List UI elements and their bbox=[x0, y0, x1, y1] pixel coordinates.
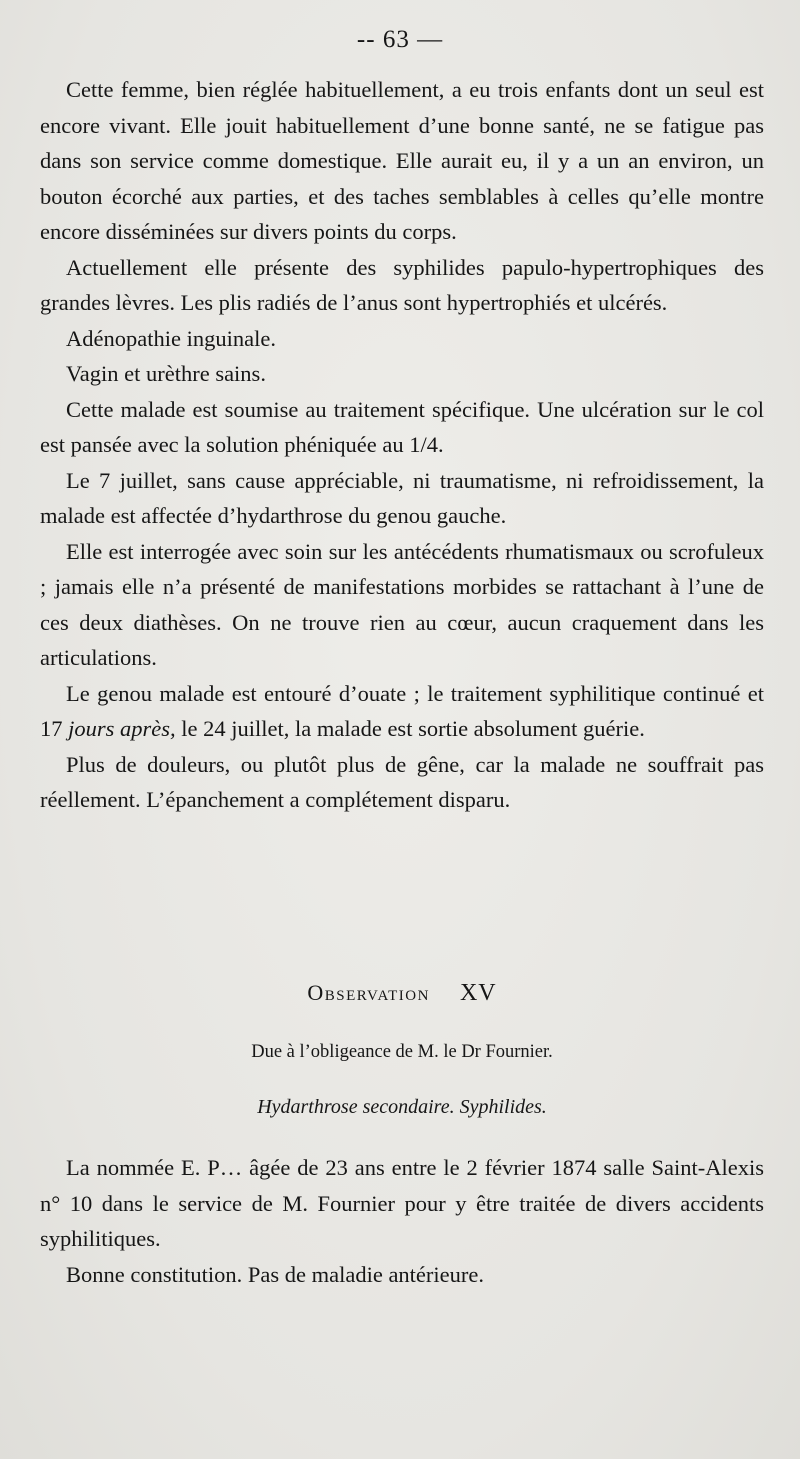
observation-heading bbox=[40, 980, 764, 1007]
paragraph: Elle est interrogée avec soin sur les antécédents rhumatismaux ou scrofuleux ; jamais elle n’a présenté de manifestations morbides se rattachant à l’une de ces deux diathèses. On ne trouve rien au cœur, aucun craquement dans les articulations. bbox=[40, 538, 764, 670]
observation-courtesy: Due à l’obligeance de M. le Dr Fournier. bbox=[251, 1042, 553, 1062]
paragraph-part: Le genou malade est entouré d’ouate ; le traitement syphilitique continué et 17 bbox=[40, 680, 764, 741]
paragraph: Actuellement elle présente des syphilides papulo-hypertrophiques des grandes lèvres. Les plis radiés de l’anus sont hypertrophiés et ulcérés. bbox=[40, 254, 764, 315]
page-number: -- 63 — bbox=[356, 26, 444, 53]
paragraph: Le 7 juillet, sans cause appréciable, ni traumatisme, ni refroidissement, la malade est affectée d’hydarthrose du genou gauche. bbox=[40, 467, 764, 528]
paragraph: Cette malade est soumise au traitement spécifique. Une ulcération sur le col est pansée avec la solution phéniquée au 1/4. bbox=[40, 396, 764, 457]
observation-xiv-continued bbox=[40, 72, 764, 818]
paragraph-part: le 24 juillet, la malade est sortie absolument guérie. bbox=[175, 716, 645, 741]
observation-subtitle: Hydarthrose secondaire. Syphilides. bbox=[257, 1096, 547, 1118]
observation-label: Observation bbox=[307, 980, 430, 1005]
paragraph-italic-part: jours après, bbox=[68, 716, 176, 741]
paragraph: Bonne constitution. Pas de maladie antérieure. bbox=[66, 1261, 485, 1287]
paragraph bbox=[40, 676, 764, 747]
paragraph: La nommée E. P… âgée de 23 ans entre le 2 février 1874 salle Saint-Alexis n° 10 dans le service de M. Fournier pour y être traitée de divers accidents syphilitiques. bbox=[40, 1155, 764, 1251]
observation-xv-body bbox=[40, 1150, 764, 1292]
paragraph: Vagin et urèthre sains. bbox=[66, 361, 266, 386]
paragraph: Cette femme, bien réglée habituellement, a eu trois enfants dont un seul est encore vivant. Elle jouit habituellement d’une bonne santé, ne se fatigue pas dans son service comme domestique. Elle aurait eu, il y a un an environ, un bouton écorché aux parties, et des taches semblables à celles qu’elle montre encore disséminées sur divers points du corps. bbox=[40, 77, 764, 244]
paragraph: Adénopathie inguinale. bbox=[66, 325, 276, 351]
observation-number: XV bbox=[459, 980, 497, 1006]
paragraph: Plus de douleurs, ou plutôt plus de gêne, car la malade ne souffrait pas réellement. L’épanchement a complétement disparu. bbox=[40, 751, 764, 812]
